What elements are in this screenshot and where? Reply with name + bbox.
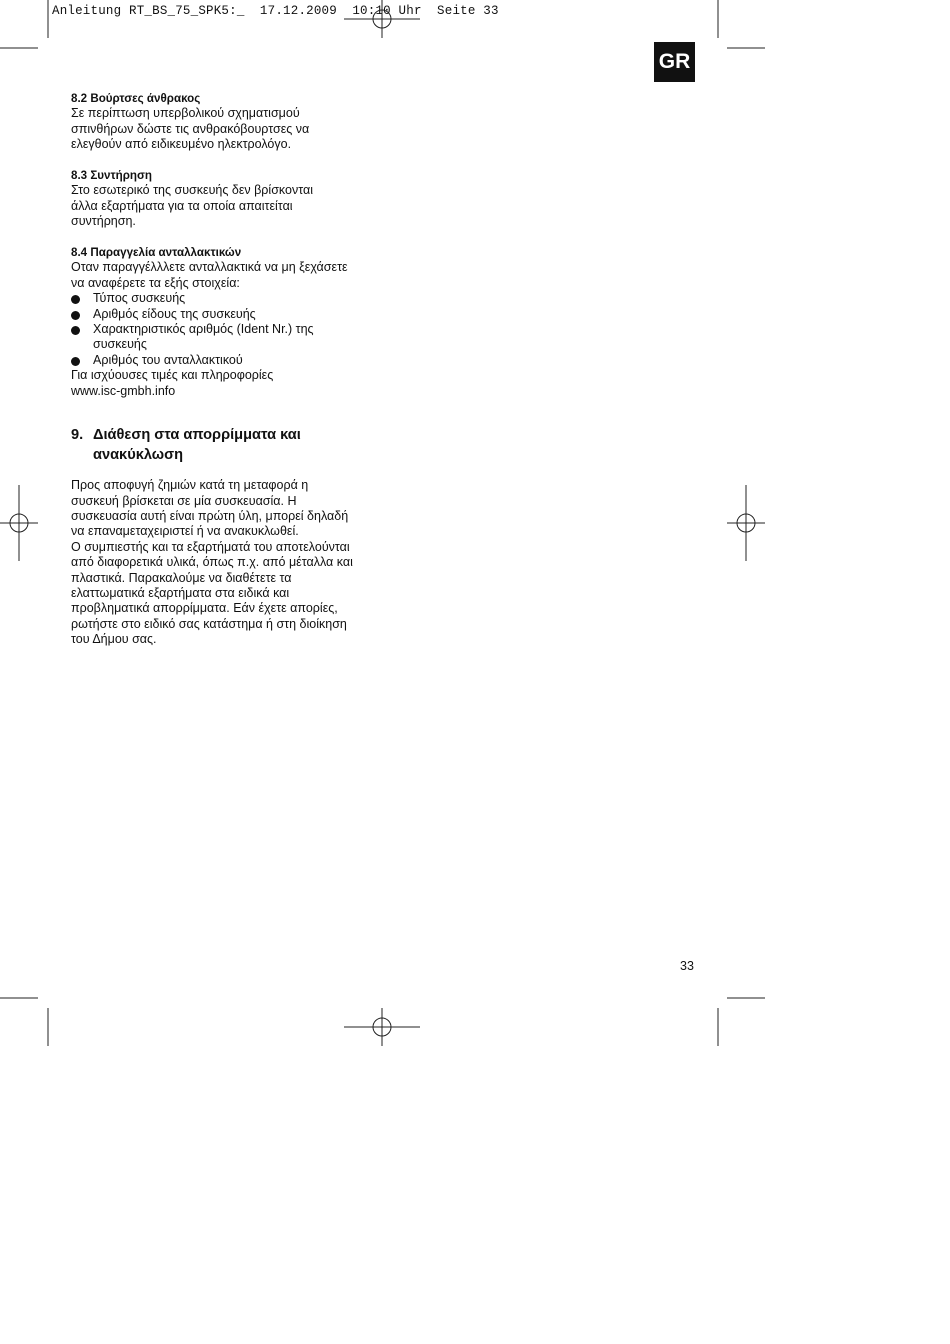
paragraph-line: συντήρηση. bbox=[71, 214, 136, 229]
paragraph-line: πλαστικά. Παρακαλούμε να διαθέτετε τα bbox=[71, 570, 292, 585]
section-title: 8.2 Βούρτσες άνθρακος bbox=[71, 92, 201, 105]
paragraph-line: συσκευασία αυτή είναι πρώτη ύλη, μπορεί δηλαδή bbox=[71, 508, 349, 523]
section-title: 8.4 Παραγγελία ανταλλακτικών bbox=[71, 246, 242, 260]
paragraph-line: από διαφορετικά υλικά, όπως π.χ. από μέταλλα και bbox=[71, 555, 353, 570]
section-heading-text bbox=[93, 425, 301, 465]
paragraph-line: Οταν παραγγέλλλετε ανταλλακτικά να μη ξεχάσετε bbox=[71, 260, 348, 275]
heading-line: ανακύκλωση bbox=[93, 447, 183, 464]
paragraph-line: Για ισχύουσες τιμές και πληροφορίες bbox=[71, 368, 274, 383]
list-item-text: Χαρακτηριστικός αριθμός (Ident Nr.) της bbox=[93, 322, 314, 337]
paragraph-line: άλλα εξαρτήματα για τα οποία απαιτείται bbox=[71, 198, 293, 213]
list-item bbox=[71, 353, 381, 368]
section-8-3 bbox=[71, 168, 381, 230]
section-number: 9. bbox=[71, 427, 84, 444]
bullet-dot-icon bbox=[71, 295, 80, 304]
page-number: 33 bbox=[680, 959, 694, 973]
list-item bbox=[71, 322, 381, 353]
paragraph-line: ελεγθούν από ειδικευμένο ηλεκτρολόγο. bbox=[71, 137, 292, 152]
heading-line: Διάθεση στα απορρίμματα και bbox=[93, 427, 301, 444]
main-content bbox=[71, 91, 381, 648]
list-item-text: Αριθμός του ανταλλακτικού bbox=[93, 352, 243, 367]
paragraph-line: ρωτήστε στο ειδικό σας κατάστημα ή στη διοίκηση bbox=[71, 616, 347, 631]
paragraph-line: προβληματικά απορρίμματα. Εάν έχετε απορίες, bbox=[71, 601, 338, 616]
paragraph-line: του Δήμου σας. bbox=[71, 632, 157, 647]
paragraph-line: να αναφέρετε τα εξής στοιχεία: bbox=[71, 275, 240, 290]
paragraph-line: Ο συμπιεστής και τα εξαρτήματά του αποτελούνται bbox=[71, 539, 350, 554]
list-item-text: Αριθμός είδους της συσκευής bbox=[93, 306, 256, 321]
paragraph-line: Προς αποφυγή ζημιών κατά τη μεταφορά η bbox=[71, 478, 309, 493]
bullet-dot-icon bbox=[71, 326, 80, 335]
language-badge: GR bbox=[654, 42, 695, 82]
bullet-dot-icon bbox=[71, 357, 80, 366]
paragraph-line: συσκευή βρίσκεται σε μία συσκευασία. Η bbox=[71, 493, 297, 508]
paragraph-line: σπινθήρων δώστε τις ανθρακόβουρτσες να bbox=[71, 121, 310, 136]
section-heading bbox=[71, 425, 381, 465]
paragraph-line: Στο εσωτερικό της συσκευής δεν βρίσκονται bbox=[71, 183, 313, 198]
bullet-list bbox=[71, 291, 381, 368]
paragraph-line: να επαναμεταχειριστεί ή να ανακυκλωθεί. bbox=[71, 524, 299, 539]
list-item bbox=[71, 291, 381, 306]
paragraph-line: Σε περίπτωση υπερβολικού σχηματισμού bbox=[71, 106, 300, 121]
section-8-4 bbox=[71, 245, 381, 399]
section-title: 8.3 Συντήρηση bbox=[71, 169, 153, 183]
website-link: www.isc-gmbh.info bbox=[71, 383, 176, 398]
list-item-text: Τύπος συσκευής bbox=[93, 291, 186, 306]
bullet-dot-icon bbox=[71, 311, 80, 320]
print-header: Anleitung RT_BS_75_SPK5:_ 17.12.2009 10:10 Uhr Seite 33 bbox=[52, 4, 499, 18]
section-body bbox=[71, 478, 381, 647]
paragraph-line: ελαττωματικά εξαρτήματα στα ειδικά και bbox=[71, 585, 290, 600]
section-9 bbox=[71, 425, 381, 647]
section-8-2 bbox=[71, 91, 381, 153]
list-item bbox=[71, 307, 381, 322]
list-item-text: συσκευής bbox=[93, 337, 147, 352]
